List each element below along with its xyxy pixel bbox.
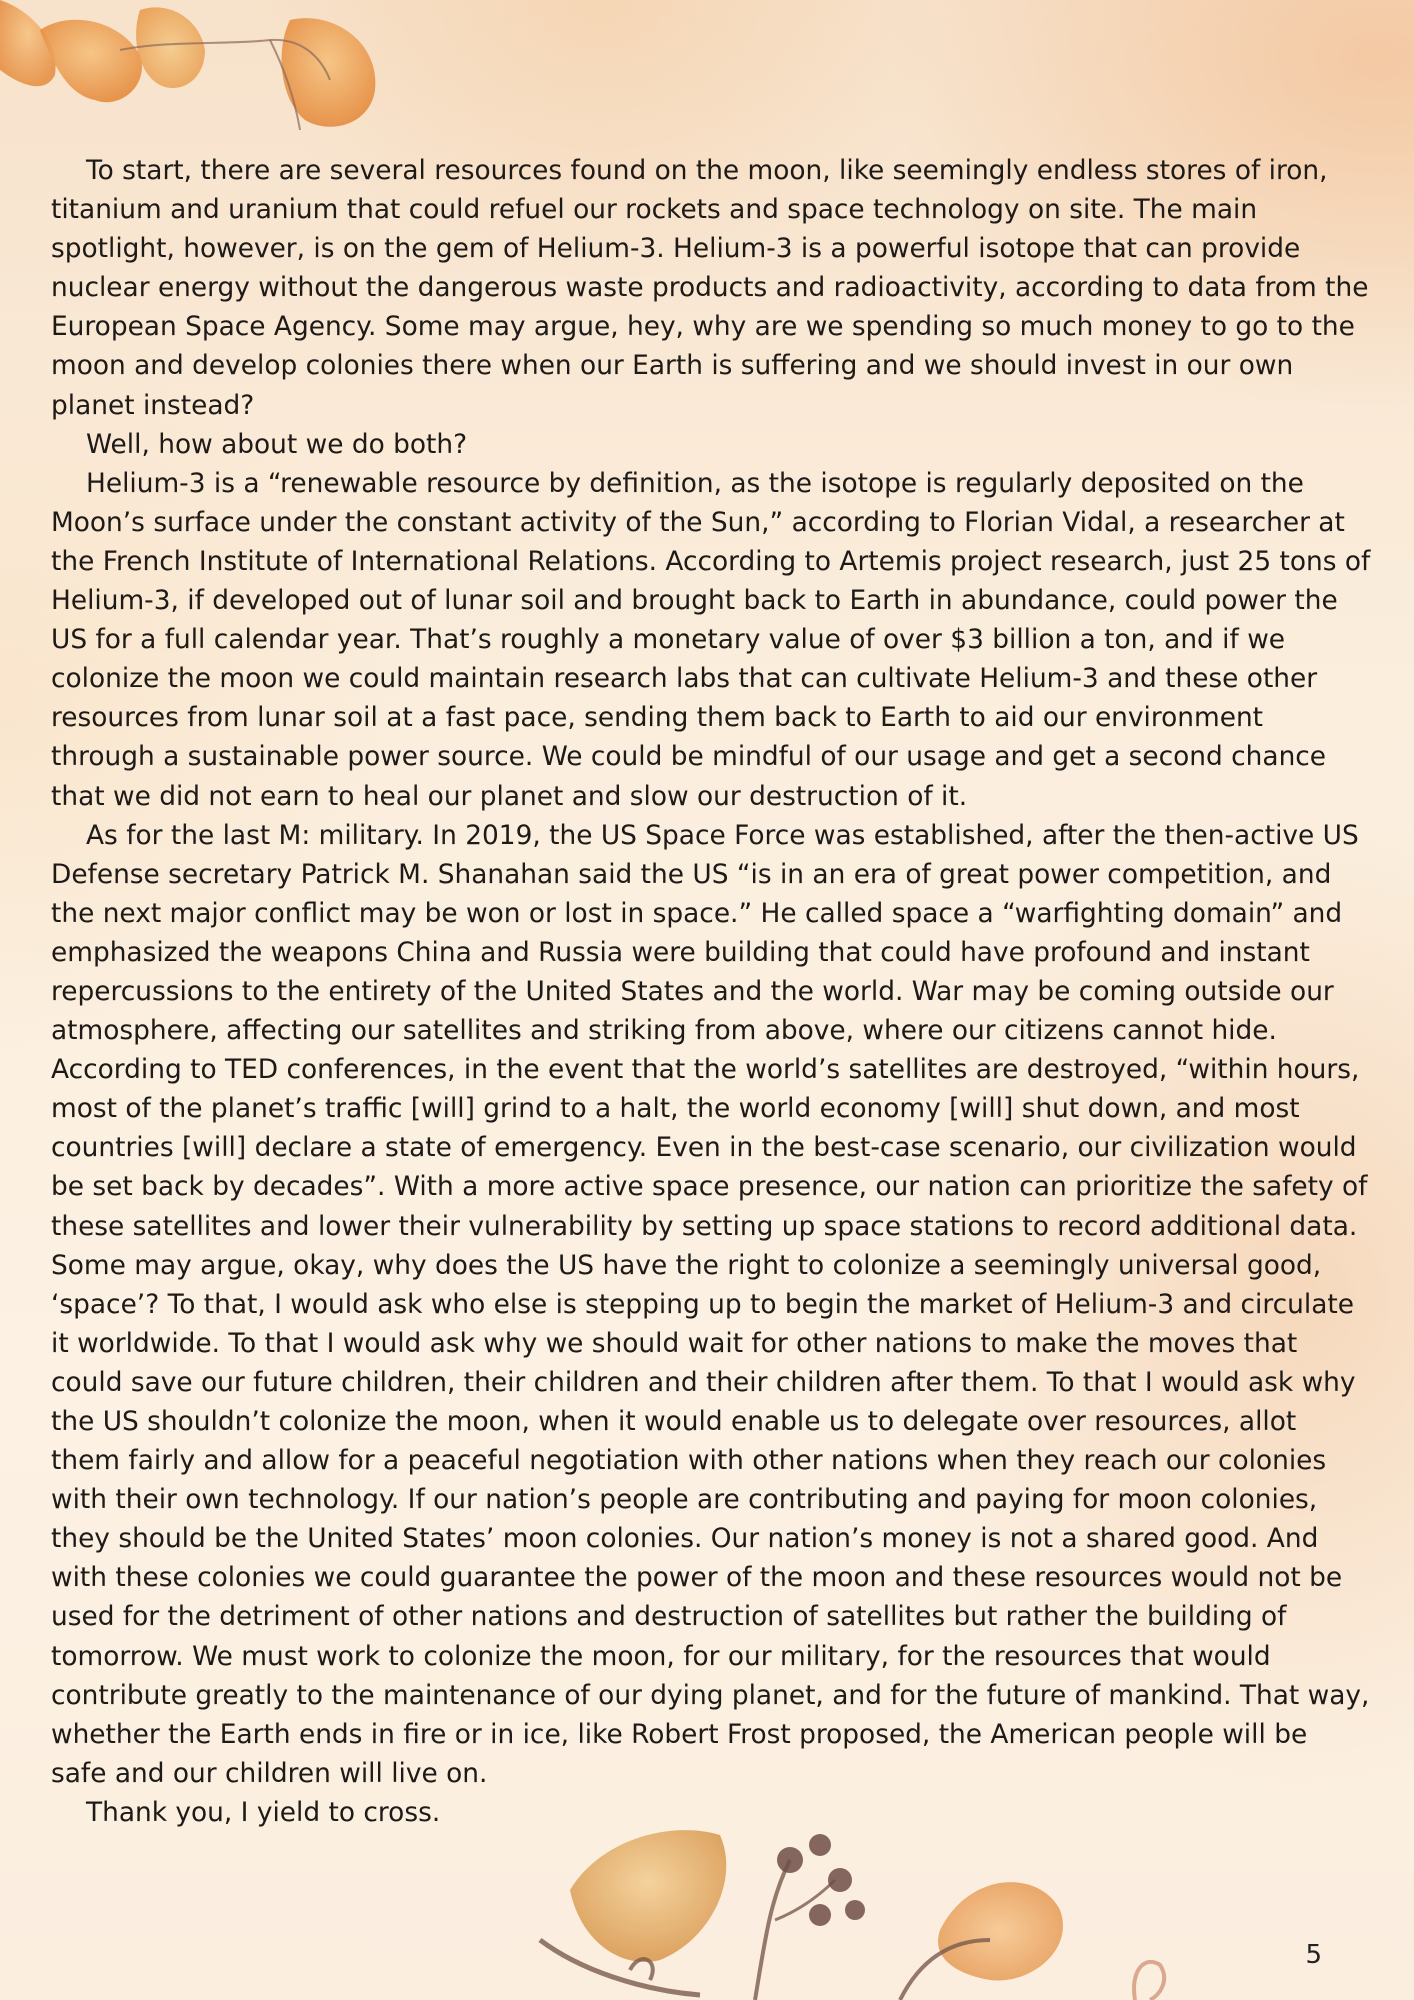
paragraph-helium-3: Helium-3 is a “renewable resource by definition, as the isotope is regularly deposited on the Moon’s surface under the constant activity of the Sun,” according to Florian Vidal, a researcher at the French Institute of International Relations. According to Artemis project research, just 25 tons of Helium-3, if developed out of lunar soil and brought back to Earth in abundance, could power the US for a full calendar year. That’s roughly a monetary value of over $3 billion a ton, and if we colonize the moon we could maintain research labs that can cultivate Helium-3 and these other resources from lunar soil at a fast pace, sending them back to Earth to aid our environment through a sustainable power source. We could be mindful of our usage and get a second chance that we did not earn to heal our planet and slow our destruction of it. bbox=[51, 467, 1371, 812]
document-body bbox=[51, 151, 1371, 1832]
paragraph-closing: Thank you, I yield to cross. bbox=[86, 1796, 441, 1828]
ginkgo-leaves-icon bbox=[0, 0, 420, 150]
paragraph-resources: To start, there are several resources found on the moon, like seemingly endless stores of iron, titanium and uranium that could refuel our rockets and space technology on site. The main spotlight, however, is on the gem of Helium-3. Helium-3 is a powerful isotope that can provide nuclear energy without the dangerous waste products and radioactivity, according to data from the European Space Agency. Some may argue, hey, why are we spending so much money to go to the moon and develop colonies there when our Earth is suffering and we should invest in our own planet instead? bbox=[51, 155, 1369, 421]
paragraph-military: As for the last M: military. In 2019, the US Space Force was established, after the then-active US Defense secretary Patrick M. Shanahan said the US “is in an era of great power competition, and the next major conflict may be won or lost in space.” He called space a “warfighting domain” and emphasized the weapons China and Russia were building that could have profound and instant repercussions to the entirety of the United States and the world. War may be coming outside our atmosphere, affecting our satellites and striking from above, where our citizens cannot hide. According to TED conferences, in the event that the world’s satellites are destroyed, “within hours, most of the planet’s traffic [will] grind to a halt, the world economy [will] shut down, and most countries [will] declare a state of emergency. Even in the best-case scenario, our civilization would be set back by decades”. With a more active space presence, our nation can prioritize the safety of these satellites and lower their vulnerability by setting up space stations to record additional data. Some may argue, okay, why does the US have the right to colonize a seemingly universal good, ‘space’? To that, I would ask who else is stepping up to begin the market of Helium-3 and circulate it worldwide. To that I would ask why we should wait for other nations to make the moves that could save our future children, their children and their children after them. To that I would ask why the US shouldn’t colonize the moon, when it would enable us to delegate over resources, allot them fairly and allow for a peaceful negotiation with other nations when they reach our colonies with their own technology. If our nation’s people are contributing and paying for moon colonies, they should be the United States’ moon colonies. Our nation’s money is not a shared good. And with these colonies we could guarantee the power of the moon and these resources would not be used for the detriment of other nations and destruction of satellites but rather the building of tomorrow. We must work to colonize the moon, for our military, for the resources that would contribute greatly to the maintenance of our dying planet, and for the future of mankind. That way, whether the Earth ends in fire or in ice, like Robert Frost proposed, the American people will be safe and our children will live on. bbox=[51, 819, 1370, 1789]
autumn-leaves-icon bbox=[520, 1820, 1260, 2000]
paragraph-do-both: Well, how about we do both? bbox=[86, 428, 468, 460]
page-number: 5 bbox=[1305, 1940, 1322, 1970]
